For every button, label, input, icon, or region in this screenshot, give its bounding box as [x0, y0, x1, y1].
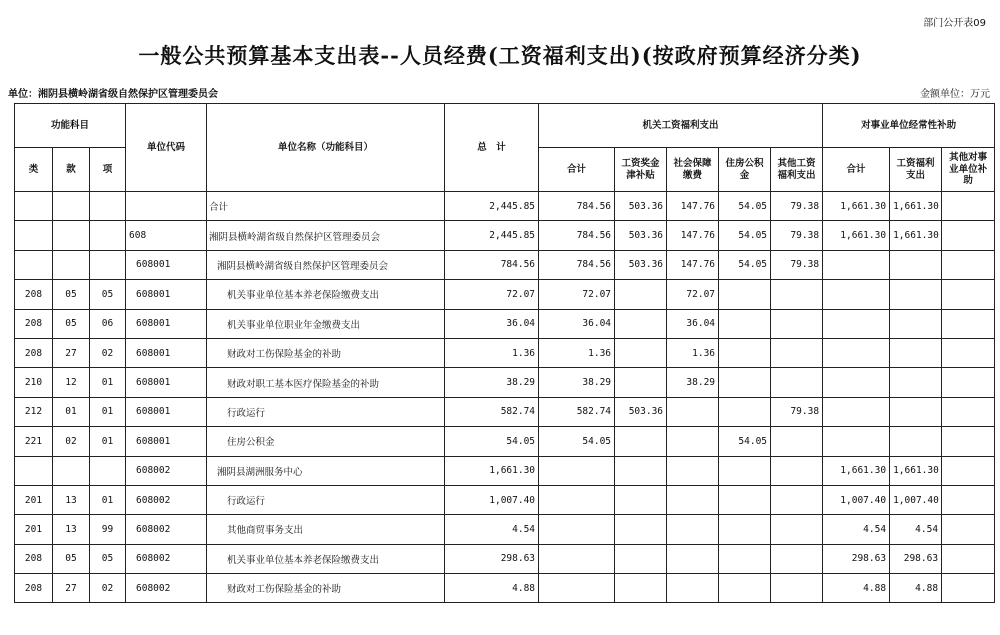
table-row [15, 574, 995, 603]
agency-housing-cell [719, 338, 771, 367]
total-cell: 4.54 [445, 515, 539, 544]
form-number: 部门公开表09 [923, 18, 986, 29]
lei-cell [15, 192, 53, 221]
subsidy-other-cell [942, 368, 995, 397]
agency-other-cell [771, 515, 823, 544]
kuan-cell [53, 250, 90, 279]
agency-housing-cell [719, 280, 771, 309]
xiang-cell: 01 [90, 397, 126, 426]
kuan-cell: 27 [53, 338, 90, 367]
agency-wage-cell [615, 485, 667, 514]
agency-wage-cell [615, 574, 667, 603]
agency-social-cell [667, 427, 719, 456]
agency-other-cell [771, 574, 823, 603]
kuan-cell: 13 [53, 515, 90, 544]
total-cell: 1,007.40 [445, 485, 539, 514]
header-kuan: 款 [53, 148, 90, 192]
subsidy-wage-cell: 1,661.30 [890, 221, 942, 250]
header-unit-name: 单位名称（功能科目） [207, 104, 445, 192]
agency-sum-cell: 54.05 [539, 427, 615, 456]
agency-other-cell: 79.38 [771, 221, 823, 250]
unit-code-cell: 608 [126, 221, 207, 250]
subsidy-other-cell [942, 427, 995, 456]
total-cell: 1.36 [445, 338, 539, 367]
kuan-cell [53, 456, 90, 485]
subsidy-sum-cell [823, 397, 890, 426]
amount-unit-label: 金额单位：万元 [920, 89, 990, 100]
agency-housing-cell: 54.05 [719, 250, 771, 279]
xiang-cell: 02 [90, 574, 126, 603]
kuan-cell: 02 [53, 427, 90, 456]
agency-housing-cell [719, 309, 771, 338]
agency-other-cell: 79.38 [771, 192, 823, 221]
unit-name-cell: 机关事业单位基本养老保险缴费支出 [207, 544, 445, 573]
agency-social-cell: 147.76 [667, 221, 719, 250]
agency-housing-cell: 54.05 [719, 427, 771, 456]
xiang-cell: 05 [90, 280, 126, 309]
xiang-cell: 01 [90, 485, 126, 514]
kuan-cell: 12 [53, 368, 90, 397]
agency-housing-cell [719, 485, 771, 514]
subsidy-other-cell [942, 338, 995, 367]
xiang-cell [90, 192, 126, 221]
agency-sum-cell [539, 485, 615, 514]
unit-code-cell: 608001 [126, 338, 207, 367]
table-row [15, 397, 995, 426]
subsidy-other-cell [942, 280, 995, 309]
subsidy-sum-cell: 4.54 [823, 515, 890, 544]
xiang-cell [90, 456, 126, 485]
page-title: 一般公共预算基本支出表--人员经费(工资福利支出)(按政府预算经济分类) [138, 43, 862, 68]
agency-other-cell [771, 456, 823, 485]
unit-code-cell: 608002 [126, 574, 207, 603]
agency-social-cell: 72.07 [667, 280, 719, 309]
agency-other-cell: 79.38 [771, 397, 823, 426]
kuan-cell [53, 221, 90, 250]
subsidy-sum-cell [823, 338, 890, 367]
kuan-cell: 01 [53, 397, 90, 426]
subsidy-sum-cell: 4.88 [823, 574, 890, 603]
table-row [15, 544, 995, 573]
agency-social-cell: 1.36 [667, 338, 719, 367]
total-cell: 784.56 [445, 250, 539, 279]
lei-cell [15, 250, 53, 279]
header-lei: 类 [15, 148, 53, 192]
header-func: 功能科目 [15, 104, 126, 148]
agency-sum-cell: 38.29 [539, 368, 615, 397]
agency-other-cell [771, 544, 823, 573]
agency-other-cell [771, 280, 823, 309]
subsidy-wage-cell: 1,661.30 [890, 456, 942, 485]
agency-social-cell: 147.76 [667, 250, 719, 279]
agency-social-cell [667, 456, 719, 485]
header-xiang: 项 [90, 148, 126, 192]
total-cell: 38.29 [445, 368, 539, 397]
subsidy-wage-cell [890, 250, 942, 279]
unit-name-cell: 行政运行 [207, 397, 445, 426]
agency-social-cell: 147.76 [667, 192, 719, 221]
total-cell: 2,445.85 [445, 192, 539, 221]
total-cell: 54.05 [445, 427, 539, 456]
agency-other-cell [771, 309, 823, 338]
agency-social-cell [667, 485, 719, 514]
agency-wage-cell [615, 456, 667, 485]
lei-cell: 210 [15, 368, 53, 397]
unit-code-cell: 608001 [126, 427, 207, 456]
subsidy-wage-cell: 1,007.40 [890, 485, 942, 514]
agency-sum-cell: 36.04 [539, 309, 615, 338]
kuan-cell: 27 [53, 574, 90, 603]
xiang-cell: 06 [90, 309, 126, 338]
lei-cell: 201 [15, 485, 53, 514]
agency-wage-cell: 503.36 [615, 221, 667, 250]
lei-cell: 208 [15, 574, 53, 603]
unit-name-cell: 财政对工伤保险基金的补助 [207, 338, 445, 367]
kuan-cell [53, 192, 90, 221]
subsidy-wage-cell [890, 338, 942, 367]
agency-wage-cell [615, 338, 667, 367]
subsidy-sum-cell: 1,661.30 [823, 192, 890, 221]
subsidy-wage-cell: 4.54 [890, 515, 942, 544]
subsidy-wage-cell [890, 397, 942, 426]
header-agency-other: 其他工资福利支出 [771, 148, 823, 192]
lei-cell [15, 221, 53, 250]
subsidy-wage-cell [890, 280, 942, 309]
agency-other-cell [771, 427, 823, 456]
total-cell: 298.63 [445, 544, 539, 573]
agency-wage-cell [615, 544, 667, 573]
xiang-cell [90, 250, 126, 279]
agency-housing-cell [719, 574, 771, 603]
kuan-cell: 05 [53, 280, 90, 309]
header-subsidy-wage: 工资福利支出 [890, 148, 942, 192]
agency-housing-cell: 54.05 [719, 192, 771, 221]
agency-wage-cell: 503.36 [615, 192, 667, 221]
subsidy-wage-cell [890, 309, 942, 338]
kuan-cell: 13 [53, 485, 90, 514]
subsidy-sum-cell [823, 250, 890, 279]
agency-sum-cell: 784.56 [539, 250, 615, 279]
subsidy-wage-cell [890, 427, 942, 456]
kuan-cell: 05 [53, 544, 90, 573]
subsidy-sum-cell [823, 427, 890, 456]
subsidy-other-cell [942, 456, 995, 485]
subsidy-other-cell [942, 250, 995, 279]
table-row [15, 280, 995, 309]
header-agency-social: 社会保障缴费 [667, 148, 719, 192]
xiang-cell: 02 [90, 338, 126, 367]
table-row [15, 250, 995, 279]
unit-code-cell: 608002 [126, 544, 207, 573]
unit-code-cell [126, 192, 207, 221]
agency-other-cell [771, 338, 823, 367]
unit-name-cell: 行政运行 [207, 485, 445, 514]
subsidy-other-cell [942, 397, 995, 426]
agency-sum-cell [539, 544, 615, 573]
xiang-cell: 05 [90, 544, 126, 573]
header-institution-subsidy: 对事业单位经常性补助 [823, 104, 995, 148]
subsidy-other-cell [942, 515, 995, 544]
unit-code-cell: 608001 [126, 368, 207, 397]
agency-sum-cell: 1.36 [539, 338, 615, 367]
unit-name-cell: 湘阴县湖洲服务中心 [207, 456, 445, 485]
subsidy-other-cell [942, 221, 995, 250]
subsidy-sum-cell: 1,661.30 [823, 456, 890, 485]
unit-label: 单位：湘阴县横岭湖省级自然保护区管理委员会 [8, 89, 218, 100]
agency-sum-cell: 72.07 [539, 280, 615, 309]
header-total: 总 计 [445, 104, 539, 192]
subsidy-sum-cell [823, 368, 890, 397]
lei-cell: 208 [15, 280, 53, 309]
agency-wage-cell [615, 280, 667, 309]
table-row [15, 192, 995, 221]
total-cell: 582.74 [445, 397, 539, 426]
agency-social-cell [667, 574, 719, 603]
subsidy-sum-cell: 1,661.30 [823, 221, 890, 250]
header-subsidy-other: 其他对事业单位补助 [942, 148, 995, 192]
subsidy-other-cell [942, 574, 995, 603]
lei-cell: 208 [15, 338, 53, 367]
kuan-cell: 05 [53, 309, 90, 338]
agency-sum-cell: 784.56 [539, 192, 615, 221]
subsidy-sum-cell [823, 280, 890, 309]
header-agency-wage: 工资奖金津补贴 [615, 148, 667, 192]
agency-wage-cell [615, 515, 667, 544]
agency-sum-cell [539, 515, 615, 544]
unit-code-cell: 608002 [126, 515, 207, 544]
subsidy-other-cell [942, 544, 995, 573]
xiang-cell: 99 [90, 515, 126, 544]
agency-sum-cell: 582.74 [539, 397, 615, 426]
subsidy-other-cell [942, 309, 995, 338]
agency-housing-cell [719, 368, 771, 397]
table-row [15, 221, 995, 250]
unit-code-cell: 608002 [126, 456, 207, 485]
agency-social-cell [667, 544, 719, 573]
subsidy-wage-cell [890, 368, 942, 397]
lei-cell: 221 [15, 427, 53, 456]
total-cell: 2,445.85 [445, 221, 539, 250]
table-row [15, 485, 995, 514]
subsidy-sum-cell [823, 309, 890, 338]
agency-wage-cell: 503.36 [615, 250, 667, 279]
xiang-cell: 01 [90, 368, 126, 397]
agency-other-cell [771, 368, 823, 397]
table-row [15, 338, 995, 367]
table-row [15, 368, 995, 397]
total-cell: 1,661.30 [445, 456, 539, 485]
agency-social-cell: 36.04 [667, 309, 719, 338]
agency-housing-cell [719, 544, 771, 573]
agency-wage-cell [615, 368, 667, 397]
subsidy-other-cell [942, 485, 995, 514]
xiang-cell [90, 221, 126, 250]
agency-housing-cell: 54.05 [719, 221, 771, 250]
agency-social-cell [667, 397, 719, 426]
unit-name-cell: 机关事业单位职业年金缴费支出 [207, 309, 445, 338]
subsidy-wage-cell: 4.88 [890, 574, 942, 603]
header-agency-sum: 合计 [539, 148, 615, 192]
agency-social-cell [667, 515, 719, 544]
agency-housing-cell [719, 397, 771, 426]
unit-name-cell: 其他商贸事务支出 [207, 515, 445, 544]
table-row [15, 515, 995, 544]
subsidy-other-cell [942, 192, 995, 221]
header-agency-housing: 住房公积金 [719, 148, 771, 192]
unit-code-cell: 608001 [126, 280, 207, 309]
unit-name-cell: 财政对职工基本医疗保险基金的补助 [207, 368, 445, 397]
lei-cell: 208 [15, 309, 53, 338]
table-row [15, 309, 995, 338]
agency-social-cell: 38.29 [667, 368, 719, 397]
unit-name-cell: 湘阴县横岭湖省级自然保护区管理委员会 [207, 221, 445, 250]
agency-other-cell [771, 485, 823, 514]
subsidy-wage-cell: 1,661.30 [890, 192, 942, 221]
agency-wage-cell [615, 427, 667, 456]
header-subsidy-sum: 合计 [823, 148, 890, 192]
agency-wage-cell: 503.36 [615, 397, 667, 426]
lei-cell: 208 [15, 544, 53, 573]
total-cell: 72.07 [445, 280, 539, 309]
unit-name-cell: 合计 [207, 192, 445, 221]
agency-wage-cell [615, 309, 667, 338]
agency-other-cell: 79.38 [771, 250, 823, 279]
lei-cell: 212 [15, 397, 53, 426]
unit-name-cell: 湘阴县横岭湖省级自然保护区管理委员会 [207, 250, 445, 279]
subsidy-wage-cell: 298.63 [890, 544, 942, 573]
table-row [15, 456, 995, 485]
xiang-cell: 01 [90, 427, 126, 456]
agency-sum-cell [539, 574, 615, 603]
unit-code-cell: 608001 [126, 250, 207, 279]
total-cell: 4.88 [445, 574, 539, 603]
lei-cell: 201 [15, 515, 53, 544]
agency-sum-cell [539, 456, 615, 485]
unit-name-cell: 住房公积金 [207, 427, 445, 456]
agency-housing-cell [719, 515, 771, 544]
unit-code-cell: 608001 [126, 309, 207, 338]
table-row [15, 427, 995, 456]
unit-code-cell: 608002 [126, 485, 207, 514]
agency-housing-cell [719, 456, 771, 485]
total-cell: 36.04 [445, 309, 539, 338]
unit-name-cell: 机关事业单位基本养老保险缴费支出 [207, 280, 445, 309]
unit-code-cell: 608001 [126, 397, 207, 426]
budget-table [14, 103, 995, 603]
header-unit-code: 单位代码 [126, 104, 207, 192]
header-agency-wages: 机关工资福利支出 [539, 104, 823, 148]
agency-sum-cell: 784.56 [539, 221, 615, 250]
unit-name-cell: 财政对工伤保险基金的补助 [207, 574, 445, 603]
lei-cell [15, 456, 53, 485]
subsidy-sum-cell: 1,007.40 [823, 485, 890, 514]
subsidy-sum-cell: 298.63 [823, 544, 890, 573]
